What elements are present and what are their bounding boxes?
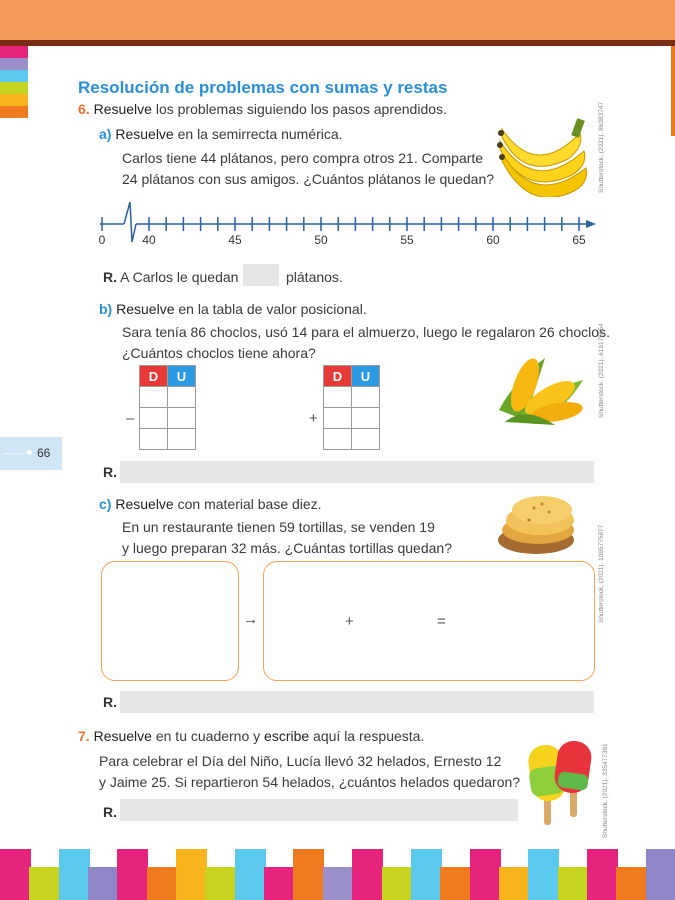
strip-block [352,849,383,900]
problem-6-header [78,99,447,120]
table-cell[interactable] [352,408,380,429]
popsicle-illustration [526,737,598,829]
strip-block [29,867,60,900]
instruction-text: los problemas siguiendo los pasos aprendidos. [151,101,447,117]
part-a-line2: 24 plátanos con sus amigos. ¿Cuántos plátanos le quedan? [122,171,495,187]
strip-block [147,867,178,900]
answer-field[interactable] [120,691,594,713]
page-number-dot [27,450,32,455]
part-a-line1: Carlos tiene 44 plátanos, pero compra otros 21. Comparte [122,150,484,166]
side-color-strip [0,106,28,118]
tortilla-illustration [494,490,584,558]
answer-field[interactable] [120,461,594,483]
header-band [0,0,675,40]
strip-block [499,867,530,900]
strip-block [616,867,647,900]
table-cell[interactable] [324,429,352,450]
side-color-strip [0,58,28,70]
strip-block [528,849,559,900]
tick-label: 55 [400,233,414,247]
instruction-verb: escribe [264,728,310,744]
table-cell[interactable] [168,387,196,408]
page-number: 66 [37,446,51,460]
strip-block [264,867,295,900]
answer-label: R. [103,269,117,285]
tick-label: 65 [572,233,586,247]
strip-block [293,849,324,900]
strip-block [323,867,354,900]
strip-block [646,849,675,900]
strip-block [235,849,266,900]
tens-header: D [324,366,352,387]
edge-marker [671,46,675,136]
table-cell[interactable] [168,429,196,450]
axis-break [124,202,136,242]
tick-label: 50 [314,233,328,247]
place-value-table-1 [139,365,196,450]
table-cell[interactable] [140,408,168,429]
banana-illustration [494,113,594,197]
instruction-text: en la semirrecta numérica. [173,126,343,142]
tick-label: 60 [486,233,500,247]
base-ten-box-1[interactable] [101,561,239,681]
side-color-strip [0,46,28,58]
part-letter: b) [99,301,113,317]
answer-text-before: A Carlos le quedan [120,269,239,285]
number-line [96,198,601,250]
table-cell[interactable] [324,387,352,408]
strip-block [587,849,618,900]
tick-label: 0 [98,233,106,247]
part-b-header [99,299,367,320]
strip-block [0,849,31,900]
image-credit: Shutterstock, (2021). 86383747 [598,101,605,193]
strip-block [176,849,207,900]
instruction-text: aquí la respuesta. [309,728,425,744]
tens-header: D [140,366,168,387]
part-letter: c) [99,496,112,512]
strip-block [470,849,501,900]
instruction-text: con material base diez. [173,496,322,512]
section-title: Resolución de problemas con sumas y restas [78,78,448,97]
table-cell[interactable] [352,387,380,408]
strip-block [558,867,589,900]
table-cell[interactable] [140,387,168,408]
strip-block [59,849,90,900]
table-cell[interactable] [352,429,380,450]
units-header: U [168,366,196,387]
bottom-color-strip [0,845,675,900]
problem-7-header [78,726,424,747]
table-cell[interactable] [168,408,196,429]
axis-arrow [586,220,596,228]
part-b-line1: Sara tenía 86 choclos, usó 14 para el almuerzo, luego le regalaron 26 choclos. [122,324,610,340]
plus-sign: + [345,613,354,630]
strip-block [88,867,119,900]
instruction-text: en la tabla de valor posicional. [174,301,367,317]
image-credit: Shutterstock, (2021). 1095775877 [598,524,605,623]
base-ten-box-2[interactable] [263,561,595,681]
side-color-strip [0,94,28,106]
answer-field[interactable] [120,799,518,821]
instruction-verb: Resuelve [115,126,174,142]
plus-sign: + [309,410,318,427]
tick-label: 40 [142,233,156,247]
minus-sign: – [126,410,135,427]
answer-label: R. [103,694,117,710]
place-value-table-2 [323,365,380,450]
instruction-text: en tu cuaderno y [151,728,265,744]
units-header: U [352,366,380,387]
part-c-line2: y luego preparan 32 más. ¿Cuántas tortillas quedan? [122,540,452,556]
table-cell[interactable] [324,408,352,429]
part-a-answer [103,267,238,288]
problem-number: 7. [78,728,90,744]
strip-block [205,867,236,900]
corn-illustration [495,350,590,425]
image-credit: Shutterstock, (2021). 619175654 [598,323,605,418]
equals-sign: = [437,613,446,630]
instruction-verb: Resuelve [116,301,175,317]
answer-blank[interactable] [243,264,279,286]
part-letter: a) [99,126,112,142]
strip-block [117,849,148,900]
strip-block [440,867,471,900]
part-c-header [99,494,322,515]
problem-7-line1: Para celebrar el Día del Niño, Lucía llevó 32 helados, Ernesto 12 [99,753,502,769]
part-c-line1: En un restaurante tienen 59 tortillas, se venden 19 [122,519,435,535]
problem-number: 6. [78,101,90,117]
answer-label: R. [103,464,117,480]
strip-block [382,867,413,900]
strip-block [411,849,442,900]
instruction-verb: Resuelve [93,101,152,117]
side-color-strip [0,82,28,94]
image-credit: Shutterstock, (2021). 335477361 [602,743,609,838]
part-b-line2: ¿Cuántos choclos tiene ahora? [122,345,316,361]
problem-7-line2: y Jaime 25. Si repartieron 54 helados, ¿cuántos helados quedaron? [99,774,521,790]
answer-text-after: plátanos. [286,269,343,285]
instruction-verb: Resuelve [115,496,174,512]
table-cell[interactable] [140,429,168,450]
instruction-verb: Resuelve [93,728,152,744]
part-a-header [99,124,343,145]
tick-label: 45 [228,233,242,247]
header-rule [0,40,675,46]
answer-label: R. [103,804,117,820]
arrow-icon: → [243,611,258,628]
side-color-strip [0,70,28,82]
